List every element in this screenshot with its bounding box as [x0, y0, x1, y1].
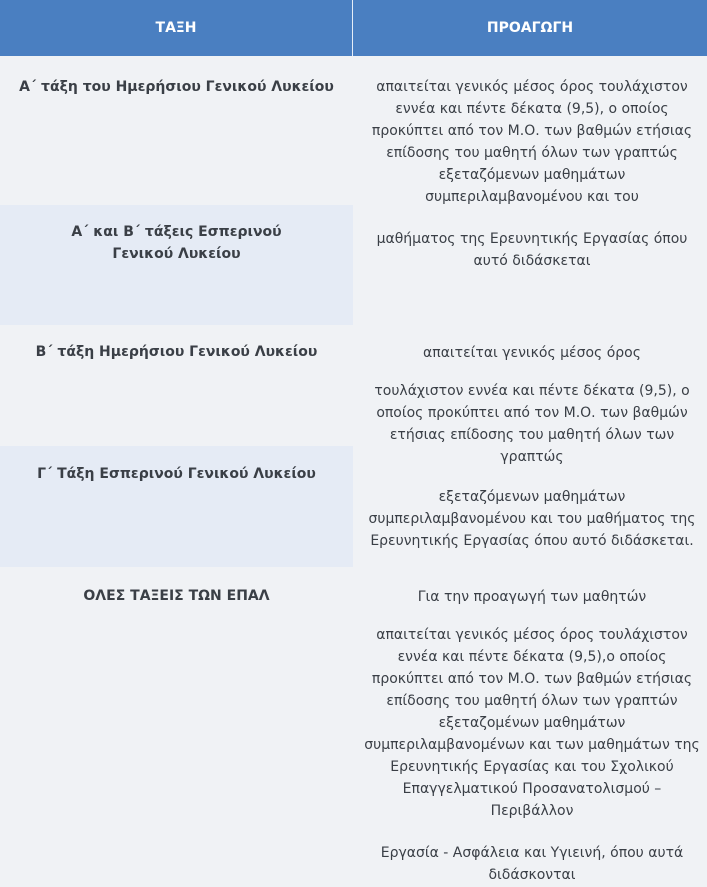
- class-cell-5: ΟΛΕΣ ΤΑΞΕΙΣ ΤΩΝ ΕΠΑΛ: [83, 588, 270, 604]
- class-cell-4: Γ΄ Τάξη Εσπερινού Γενικού Λυκείου: [37, 466, 316, 482]
- promotion-paragraph-4: τουλάχιστον εννέα και πέντε δέκατα (9,5), ο οποίος προκύπτει από τον Μ.Ο. των βαθμών ετήσιας επίδοσης του μαθητή όλων των γραπτώς: [374, 383, 690, 465]
- promotion-paragraph-1: απαιτείται γενικός μέσος όρος τουλάχιστον εννέα και πέντε δέκατα (9,5), ο οποίος προκύπτει από τον Μ.Ο. των βαθμών ετήσιας επίδοσης του μαθητή όλων των γραπτώς εξεταζόμενων μαθημάτων συμπεριλαμβανομένου και του: [371, 79, 693, 205]
- promotion-paragraph-8: Εργασία - Ασφάλεια και Υγιεινή, όπου αυτά διδάσκονται: [380, 845, 684, 883]
- promotion-paragraph-3: απαιτείται γενικός μέσος όρος: [423, 345, 641, 361]
- header-promotion: ΠΡΟΑΓΩΓΗ: [486, 20, 574, 36]
- promotion-paragraph-2: μαθήματος της Ερευνητικής Εργασίας όπου αυτό διδάσκεται: [376, 231, 688, 269]
- promotion-paragraph-6: Για την προαγωγή των μαθητών: [417, 589, 647, 605]
- class-cell-2: Α΄ και Β΄ τάξεις Εσπερινού Γενικού Λυκείου: [71, 224, 282, 262]
- promotion-paragraph-7: απαιτείται γενικός μέσος όρος τουλάχιστον εννέα και πέντε δέκατα (9,5),ο οποίος προκύπτει από τον Μ.Ο. των βαθμών ετήσιας επίδοσης του μαθητή όλων των γραπτών εξεταζομένων μαθημάτων συμπεριλαμβανομένων και των μαθημάτων της Ερευνητικής Εργασίας και του Σχολικού Επαγγελματικού Προσανατολισμού – Περιβάλλον: [364, 627, 700, 819]
- header-class: ΤΑΞΗ: [155, 20, 197, 36]
- class-cell-1: Α΄ τάξη του Ημερήσιου Γενικού Λυκείου: [19, 79, 334, 95]
- promotion-paragraph-5: εξεταζόμενων μαθημάτων συμπεριλαμβανομένου και του μαθήματος της Ερευνητικής Εργασίας όπου αυτό διδάσκεται.: [368, 489, 696, 549]
- class-cell-3: Β΄ τάξη Ημερήσιου Γενικού Λυκείου: [35, 344, 318, 360]
